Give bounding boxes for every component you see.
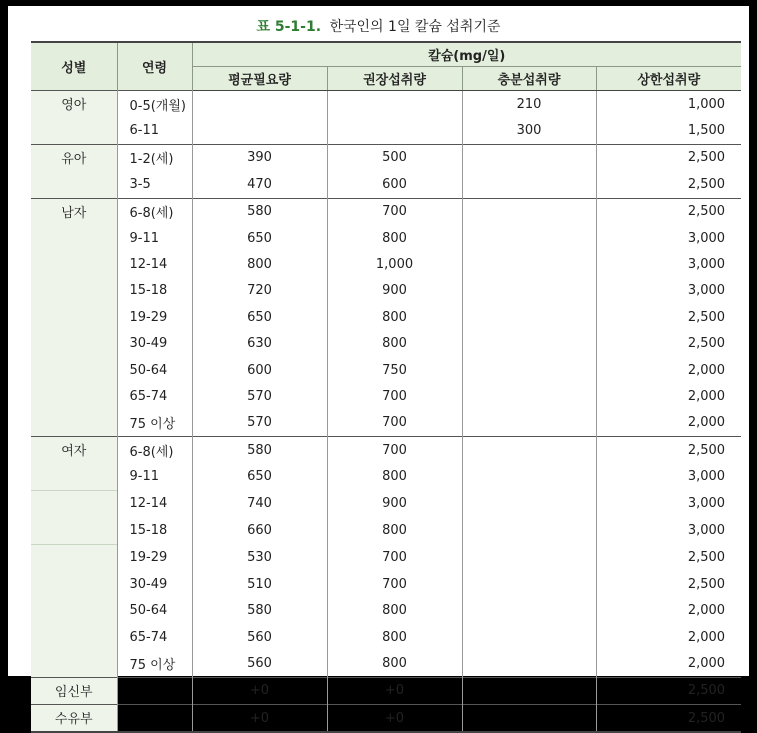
cell-ul: 2,000 xyxy=(596,410,741,437)
cell-ai xyxy=(462,331,596,357)
cell-ul: 2,500 xyxy=(596,437,741,464)
table-row xyxy=(31,650,741,677)
cell-ear: 650 xyxy=(192,304,327,330)
cell-sex xyxy=(31,410,117,437)
cell-rni: 800 xyxy=(327,304,462,330)
cell-ul: 2,500 xyxy=(596,331,741,357)
cell-ear: 390 xyxy=(192,144,327,171)
cell-sex xyxy=(31,490,117,517)
cell-sex xyxy=(31,624,117,650)
cell-age: 19-29 xyxy=(117,304,192,330)
cell-ul: 2,500 xyxy=(596,571,741,597)
cell-sex xyxy=(31,278,117,304)
header-ai: 충분섭취량 xyxy=(462,67,596,91)
cell-ul: 2,500 xyxy=(596,144,741,171)
cell-ai xyxy=(462,704,596,732)
cell-ear: 580 xyxy=(192,597,327,623)
cell-rni: 800 xyxy=(327,597,462,623)
cell-rni: 800 xyxy=(327,225,462,251)
table-body xyxy=(31,91,741,733)
cell-age: 6-8(세) xyxy=(117,437,192,464)
cell-sex: 여자 xyxy=(31,437,117,464)
cell-ai xyxy=(462,171,596,198)
cell-ear: 570 xyxy=(192,410,327,437)
cell-ul: 3,000 xyxy=(596,490,741,517)
table-row xyxy=(31,704,741,732)
calcium-intake-table xyxy=(31,41,741,733)
cell-rni: 800 xyxy=(327,463,462,490)
cell-ai xyxy=(462,677,596,704)
table-row xyxy=(31,331,741,357)
cell-ul: 1,000 xyxy=(596,91,741,118)
header-calcium-group: 칼슘(mg/일) xyxy=(192,42,741,67)
cell-age: 6-8(세) xyxy=(117,198,192,225)
table-row xyxy=(31,357,741,383)
cell-sex: 유아 xyxy=(31,144,117,171)
cell-age: 15-18 xyxy=(117,517,192,544)
cell-sex xyxy=(31,331,117,357)
cell-age: 15-18 xyxy=(117,278,192,304)
header-sex: 성별 xyxy=(31,42,117,91)
cell-sex: 임신부 xyxy=(31,677,117,704)
cell-sex xyxy=(31,357,117,383)
cell-ul: 2,500 xyxy=(596,704,741,732)
cell-sex xyxy=(31,650,117,677)
cell-age xyxy=(117,677,192,704)
cell-rni: +0 xyxy=(327,704,462,732)
cell-sex xyxy=(31,571,117,597)
cell-rni: 900 xyxy=(327,490,462,517)
cell-ul: 3,000 xyxy=(596,278,741,304)
header-rni: 권장섭취량 xyxy=(327,67,462,91)
table-row xyxy=(31,544,741,571)
table-row xyxy=(31,198,741,225)
cell-ai xyxy=(462,490,596,517)
cell-ul: 2,000 xyxy=(596,383,741,409)
table-row xyxy=(31,225,741,251)
header-ul: 상한섭취량 xyxy=(596,67,741,91)
cell-ai xyxy=(462,225,596,251)
cell-ai xyxy=(462,597,596,623)
cell-ai xyxy=(462,544,596,571)
cell-rni: 600 xyxy=(327,171,462,198)
table-number: 표 5-1-1. xyxy=(256,19,322,35)
cell-ear: 650 xyxy=(192,225,327,251)
cell-rni xyxy=(327,91,462,118)
cell-age: 50-64 xyxy=(117,357,192,383)
cell-rni: 1,000 xyxy=(327,251,462,277)
cell-sex xyxy=(31,597,117,623)
cell-ai xyxy=(462,624,596,650)
cell-ul: 2,000 xyxy=(596,357,741,383)
cell-age: 75 이상 xyxy=(117,410,192,437)
cell-ai xyxy=(462,437,596,464)
table-row xyxy=(31,597,741,623)
cell-rni: 700 xyxy=(327,437,462,464)
cell-age: 6-11 xyxy=(117,117,192,144)
cell-rni: 700 xyxy=(327,383,462,409)
table-row xyxy=(31,171,741,198)
cell-rni xyxy=(327,117,462,144)
table-row xyxy=(31,383,741,409)
cell-age: 65-74 xyxy=(117,624,192,650)
cell-ear: 720 xyxy=(192,278,327,304)
header-age: 연령 xyxy=(117,42,192,91)
cell-rni: 700 xyxy=(327,410,462,437)
cell-ear xyxy=(192,117,327,144)
cell-rni: 500 xyxy=(327,144,462,171)
cell-age xyxy=(117,704,192,732)
cell-sex xyxy=(31,383,117,409)
cell-ear: 580 xyxy=(192,437,327,464)
cell-age: 9-11 xyxy=(117,225,192,251)
cell-sex xyxy=(31,517,117,544)
cell-ear: +0 xyxy=(192,677,327,704)
table-row xyxy=(31,437,741,464)
cell-ear: 740 xyxy=(192,490,327,517)
cell-ul: 2,500 xyxy=(596,677,741,704)
cell-rni: +0 xyxy=(327,677,462,704)
cell-ear: 600 xyxy=(192,357,327,383)
document-page xyxy=(8,6,749,727)
cell-age: 75 이상 xyxy=(117,650,192,677)
cell-ai xyxy=(462,463,596,490)
cell-age: 30-49 xyxy=(117,331,192,357)
cell-ai xyxy=(462,278,596,304)
cell-ul: 3,000 xyxy=(596,463,741,490)
cell-ear: 650 xyxy=(192,463,327,490)
cell-ai xyxy=(462,650,596,677)
table-caption xyxy=(8,16,749,36)
cell-rni: 800 xyxy=(327,650,462,677)
table-row xyxy=(31,251,741,277)
table-row xyxy=(31,117,741,144)
cell-rni: 800 xyxy=(327,624,462,650)
cell-sex xyxy=(31,225,117,251)
cell-age: 0-5(개월) xyxy=(117,91,192,118)
cell-ai xyxy=(462,410,596,437)
cell-ul: 2,500 xyxy=(596,171,741,198)
cell-ul: 3,000 xyxy=(596,517,741,544)
table-row xyxy=(31,410,741,437)
table-row xyxy=(31,624,741,650)
cell-age: 9-11 xyxy=(117,463,192,490)
cell-sex xyxy=(31,117,117,144)
cell-ul: 2,500 xyxy=(596,198,741,225)
cell-age: 12-14 xyxy=(117,251,192,277)
cell-sex: 영아 xyxy=(31,91,117,118)
cell-ear: 560 xyxy=(192,650,327,677)
cell-age: 30-49 xyxy=(117,571,192,597)
cell-rni: 700 xyxy=(327,544,462,571)
cell-ul: 3,000 xyxy=(596,251,741,277)
cell-ear: 530 xyxy=(192,544,327,571)
table-row xyxy=(31,278,741,304)
cell-ai xyxy=(462,357,596,383)
cell-ul: 1,500 xyxy=(596,117,741,144)
cell-sex xyxy=(31,544,117,571)
cell-sex xyxy=(31,304,117,330)
cell-ai xyxy=(462,571,596,597)
cell-rni: 900 xyxy=(327,278,462,304)
cell-rni: 800 xyxy=(327,517,462,544)
cell-ul: 2,500 xyxy=(596,544,741,571)
cell-age: 1-2(세) xyxy=(117,144,192,171)
cell-ear: 560 xyxy=(192,624,327,650)
table-row xyxy=(31,571,741,597)
cell-ai: 210 xyxy=(462,91,596,118)
cell-ai xyxy=(462,198,596,225)
cell-sex: 수유부 xyxy=(31,704,117,732)
cell-ear: 570 xyxy=(192,383,327,409)
cell-ai xyxy=(462,304,596,330)
cell-rni: 800 xyxy=(327,331,462,357)
cell-rni: 750 xyxy=(327,357,462,383)
cell-ul: 2,000 xyxy=(596,650,741,677)
table-row xyxy=(31,677,741,704)
cell-age: 65-74 xyxy=(117,383,192,409)
header-ear: 평균필요량 xyxy=(192,67,327,91)
table-row xyxy=(31,144,741,171)
cell-ul: 2,000 xyxy=(596,597,741,623)
cell-ai xyxy=(462,383,596,409)
cell-ai: 300 xyxy=(462,117,596,144)
cell-ear xyxy=(192,91,327,118)
cell-ai xyxy=(462,251,596,277)
cell-ai xyxy=(462,517,596,544)
table-row xyxy=(31,91,741,118)
cell-ear: 660 xyxy=(192,517,327,544)
cell-age: 50-64 xyxy=(117,597,192,623)
cell-sex xyxy=(31,251,117,277)
table-row xyxy=(31,304,741,330)
cell-age: 19-29 xyxy=(117,544,192,571)
table-title: 한국인의 1일 칼슘 섭취기준 xyxy=(329,19,501,35)
cell-age: 3-5 xyxy=(117,171,192,198)
cell-ear: +0 xyxy=(192,704,327,732)
cell-sex xyxy=(31,463,117,490)
table-row xyxy=(31,517,741,544)
cell-ear: 580 xyxy=(192,198,327,225)
cell-ul: 3,000 xyxy=(596,225,741,251)
cell-rni: 700 xyxy=(327,571,462,597)
cell-sex: 남자 xyxy=(31,198,117,225)
table-row xyxy=(31,463,741,490)
cell-ear: 800 xyxy=(192,251,327,277)
table-row xyxy=(31,490,741,517)
cell-rni: 700 xyxy=(327,198,462,225)
cell-ai xyxy=(462,144,596,171)
cell-sex xyxy=(31,171,117,198)
cell-ul: 2,000 xyxy=(596,624,741,650)
cell-ear: 510 xyxy=(192,571,327,597)
cell-age: 12-14 xyxy=(117,490,192,517)
cell-ear: 630 xyxy=(192,331,327,357)
cell-ul: 2,500 xyxy=(596,304,741,330)
cell-ear: 470 xyxy=(192,171,327,198)
